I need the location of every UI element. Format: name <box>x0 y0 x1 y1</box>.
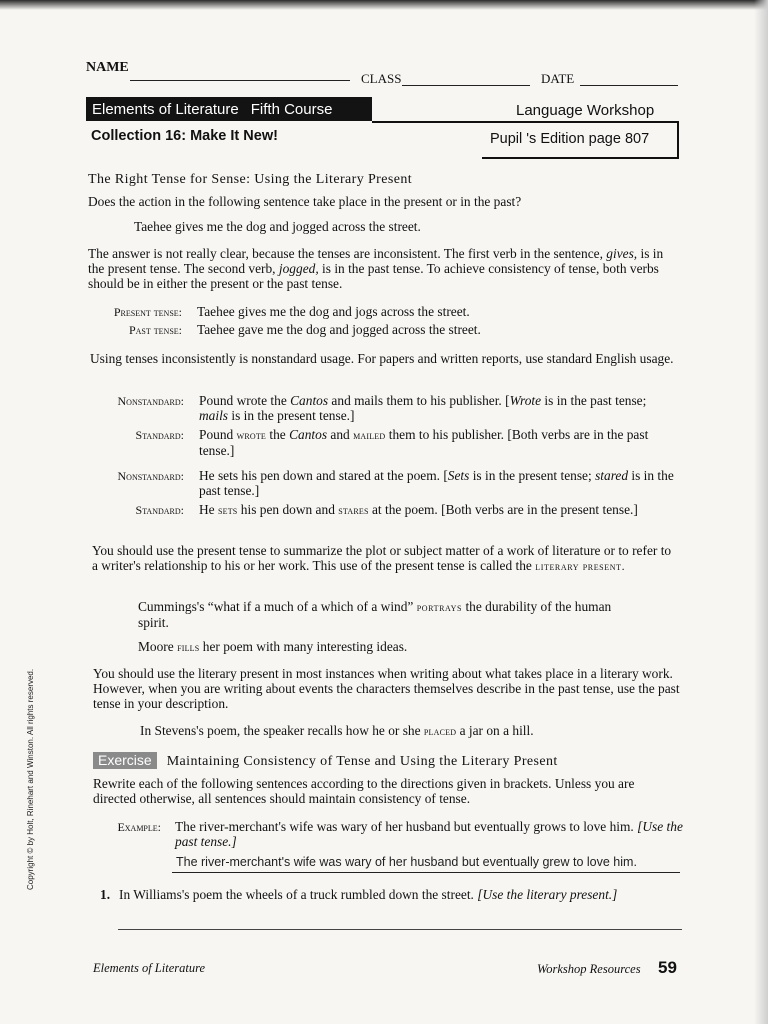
example-2-text: Pound wrote the Cantos and mailed them to his publisher. [Both verbs are in the past tense.] <box>199 427 649 458</box>
example-3-text: He sets his pen down and stared at the poem. [Sets is in the present tense; stared is in the past tense.] <box>199 468 674 498</box>
item-1-answer-line[interactable] <box>118 928 682 930</box>
tense-explanation: The answer is not really clear, because the tenses are inconsistent. The first verb in the sentence, gives, is in the present tense. The second verb, jogged, is in the past tense. To achieve consistency of tense, both verbs should be in either the present or the past tense. <box>88 246 664 291</box>
footer-section: Workshop Resources <box>537 962 641 976</box>
footer-book-title: Elements of Literature <box>93 961 206 975</box>
book-title-bar <box>86 97 372 121</box>
example-sentence: The river-merchant's wife was wary of her husband but eventually grows to love him. [Use the past tense.] <box>175 819 683 849</box>
exercise-header <box>93 752 693 770</box>
copyright-notice: Copyright © by Holt, Rinehart and Winston. All rights reserved. <box>26 668 35 890</box>
past-tense-label: Past tense: <box>128 323 182 337</box>
past-tense-text: Taehee gave me the dog and jogged across the street. <box>197 322 481 337</box>
scan-shadow-right <box>754 0 768 1024</box>
lesson-title: The Right Tense for Sense: Using the Literary Present <box>88 172 413 187</box>
example-answer: The river-merchant's wife was wary of her husband but eventually grew to love him. <box>176 855 637 869</box>
item-1-text: In Williams's poem the wheels of a truck rumbled down the street. [Use the literary present.] <box>119 887 618 902</box>
class-label: CLASS <box>361 71 402 86</box>
example-4-label: Standard: <box>135 503 184 517</box>
class-line <box>402 84 530 86</box>
pupil-edition-label: Pupil 's Edition page 807 <box>490 131 650 147</box>
example-2-label: Standard: <box>135 428 184 442</box>
exercise-title: Maintaining Consistency of Tense and Using the Literary Present <box>166 754 558 769</box>
example-1-label: Nonstandard: <box>117 394 184 408</box>
example-label: Example: <box>117 820 161 834</box>
exercise-instructions: Rewrite each of the following sentences according to the directions given in brackets. Unless you are directed otherwise, all sentences should maintain consistency of tense. <box>93 776 635 806</box>
literary-example-1: Cummings's “what if a much of a which of a wind” portrays the durability of the human spirit. <box>138 599 612 630</box>
example-3-label: Nonstandard: <box>117 469 184 483</box>
name-line <box>130 79 350 81</box>
date-label: DATE <box>541 71 575 86</box>
page-number: 59 <box>658 958 677 977</box>
usage-note: Using tenses inconsistently is nonstandard usage. For papers and written reports, use standard English usage. <box>90 351 674 366</box>
name-label: NAME <box>86 60 129 75</box>
header-rule <box>372 121 678 123</box>
scan-shadow-top <box>0 0 768 10</box>
present-tense-label: Present tense: <box>113 305 182 319</box>
present-tense-text: Taehee gives me the dog and jogs across the street. <box>197 304 470 319</box>
stevens-example: In Stevens's poem, the speaker recalls how he or she placed a jar on a hill. <box>140 723 534 738</box>
lesson-question: Does the action in the following sentence take place in the present or in the past? <box>88 194 522 209</box>
example-1-text: Pound wrote the Cantos and mails them to his publisher. [Wrote is in the past tense; mails is in the present tense.] <box>199 393 647 423</box>
item-1-number: 1. <box>100 887 111 902</box>
date-line <box>580 84 678 86</box>
literary-present-intro: You should use the present tense to summarize the plot or subject matter of a work of literature or to refer to a writer's relationship to his or her work. This use of the present tense is called the literary present. <box>92 543 672 573</box>
workshop-label: Language Workshop <box>516 102 655 119</box>
example-4-text: He sets his pen down and stares at the poem. [Both verbs are in the present tense.] <box>199 502 638 517</box>
exercise-tag: Exercise <box>93 752 157 769</box>
pupil-box-bottom <box>482 157 679 159</box>
pupil-box-right <box>677 121 679 159</box>
book-title: Elements of Literature <box>92 100 239 118</box>
collection-label: Collection 16: Make It New! <box>91 128 278 144</box>
example-answer-line <box>172 871 680 873</box>
literary-present-note: You should use the literary present in most instances when writing about what takes place in a literary work. However, when you are writing about events the characters themselves describe in the past tense, use the past tense in your description. <box>93 666 680 711</box>
course-label: Fifth Course <box>250 100 333 118</box>
sample-sentence: Taehee gives me the dog and jogged across the street. <box>134 219 421 234</box>
literary-example-2: Moore fills her poem with many interesting ideas. <box>138 639 408 654</box>
